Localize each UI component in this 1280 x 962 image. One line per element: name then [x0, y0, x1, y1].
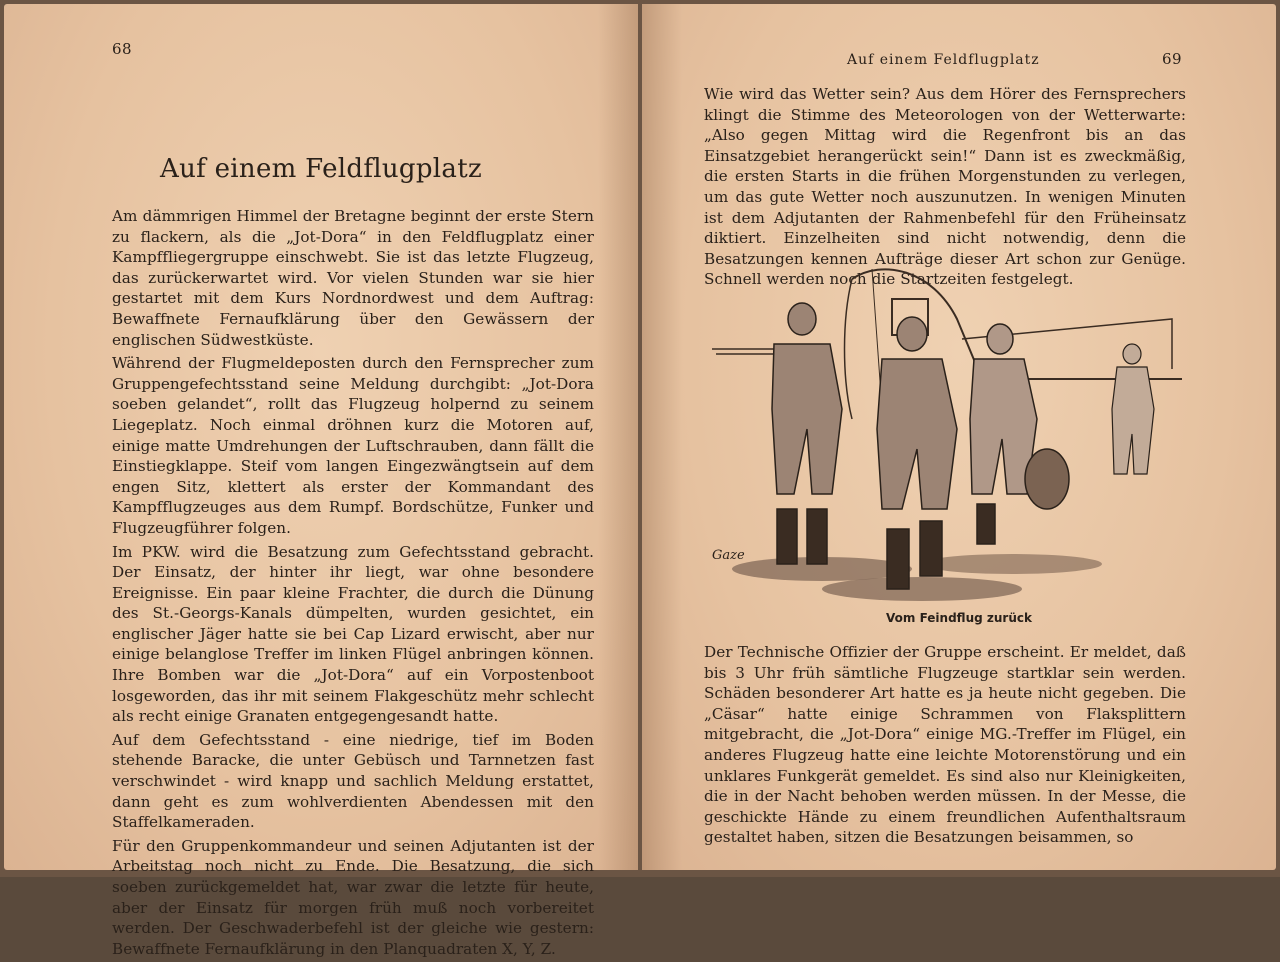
illustration-soldiers	[702, 259, 1192, 614]
gutter-shadow	[598, 4, 638, 870]
running-head: Auf einem Feldflugplatz	[847, 52, 1040, 68]
paragraph: Für den Gruppenkommandeur und seinen Adjutanten ist der Arbeitstag noch nicht zu Ende. Die Besatzung, die sich soeben zurückgemeldet hat, war zwar die letzte für heute, aber der Einsatz für morgen früh muß noch vorbereitet werden. Der Geschwaderbefehl ist der gleiche wie gestern: Bewaffnete Fernaufklärung in den Planquadraten X, Y, Z.	[112, 836, 594, 958]
page-number-right: 69	[1162, 50, 1183, 68]
paragraph: Während der Flugmeldeposten durch den Fernsprecher zum Gruppengefechtsstand seine Meldung durchgibt: „Jot-Dora soeben gelandet“, rollt das Flugzeug holpernd zu seinem Liegeplatz. Noch einmal dröhnen kurz die Motoren auf, einige matte Umdrehungen der Luftschrauben, dann fällt die Einstiegklappe. Steif vom langen Eingezwängtsein auf dem engen Sitz, klettert als erster der Kommandant des Kampfflugzeuges aus dem Rumpf. Bordschütze, Funker und Flugzeugführer folgen.	[112, 354, 594, 537]
paragraph: Auf dem Gefechtsstand - eine niedrige, tief im Boden stehende Baracke, die unter Gebüsch und Tarnnetzen fast verschwindet - wird knapp und sachlich Meldung erstattet, dann geht es zum wohlverdienten Abendessen mit den Staffelkameraden.	[112, 730, 594, 832]
paragraph: Wie wird das Wetter sein? Aus dem Hörer des Fernsprechers klingt die Stimme des Meteorologen von der Wetterwarte: „Also gegen Mittag wird die Regenfront bis an das Einsatzgebiet herangerückt sein!“ Dann ist es zweckmäßig, die ersten Starts in die frühen Morgenstunden zu verlegen, um das gute Wetter noch auszunutzen. In wenigen Minuten ist dem Adjutanten der Rahmenbefehl für den Früheinsatz diktiert. Einzelheiten sind nicht notwendig, denn die Besatzungen kennen Aufträge dieser Art schon zur Genüge. Schnell werden noch die Startzeiten festgelegt.	[704, 85, 1186, 289]
page-number-left: 68	[112, 40, 133, 58]
illustration-caption: Vom Feindflug zurück	[886, 611, 1032, 625]
right-body-text-bottom	[704, 642, 1186, 851]
left-page	[4, 4, 638, 958]
paragraph: Der Technische Offizier der Gruppe erscheint. Er meldet, daß bis 3 Uhr früh sämtliche Flugzeuge startklar sein werden. Schäden besonderer Art hatte es ja heute nicht gegeben. Die „Cäsar“ hatte einige Schrammen von Flaksplittern mitgebracht, die „Jot-Dora“ einige MG.-Treffer im Flügel, ein anderes Flugzeug hatte eine leichte Motorenstörung und ein unklares Funkgerät gemeldet. Es sind also nur Kleinigkeiten, die in der Nacht behoben werden müssen. In der Messe, die geschickte Hände zu einem freundlichen Aufenthaltsraum gestaltet haben, sitzen die Besatzungen beisammen, so	[704, 643, 1186, 847]
artist-signature: Gaze	[712, 548, 745, 563]
chapter-title: Auf einem Feldflugplatz	[160, 154, 482, 184]
paragraph: Am dämmrigen Himmel der Bretagne beginnt der erste Stern zu flackern, als die „Jot-Dora“ in den Feldflugplatz einer Kampffliegergruppe einschwebt. Sie ist das letzte Flugzeug, das zurückerwartet wird. Vor vielen Stunden war sie hier gestartet mit dem Kurs Nordnordwest und dem Auftrag: Bewaffnete Fernaufklärung über den Gewässern der englischen Südwestküste.	[112, 207, 594, 349]
paragraph: Im PKW. wird die Besatzung zum Gefechtsstand gebracht. Der Einsatz, der hinter ihr liegt, war ohne besondere Ereignisse. Ein paar kleine Frachter, die durch die Dünung des St.-Georgs-Kanals dümpelten, wurden gesichtet, ein englischer Jäger hatte sie bei Cap Lizard erwischt, aber nur einige belanglose Treffer im linken Flügel anbringen können. Ihre Bomben war die „Jot-Dora“ auf ein Vorpostenboot losgeworden, das ihr mit seinem Flakgeschütz mehr schlecht als recht einige Granaten entgegengesandt hatte.	[112, 542, 594, 726]
left-body-text	[112, 206, 594, 962]
right-page	[642, 4, 1276, 870]
gutter-shadow	[642, 4, 682, 870]
